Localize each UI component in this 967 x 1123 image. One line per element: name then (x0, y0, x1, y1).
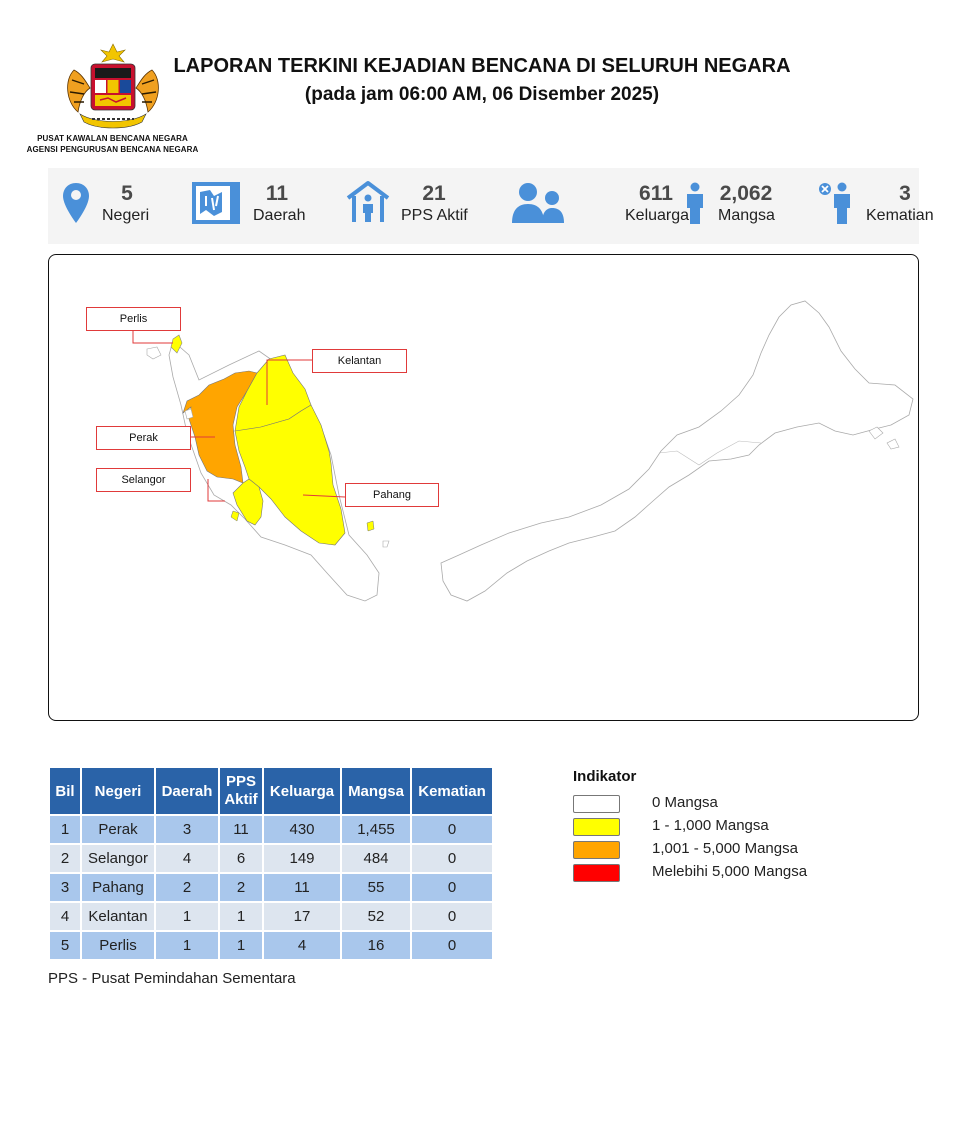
cell-negeri: Perak (82, 816, 154, 843)
cell-kematian: 0 (412, 903, 492, 930)
stat-negeri-value: 5 (121, 182, 133, 205)
family-icon (510, 182, 566, 224)
table-row (50, 932, 492, 959)
legend-swatch-white (573, 795, 620, 813)
stat-keluarga (508, 168, 690, 244)
header-pps-line2: Aktif (224, 791, 258, 808)
legend-label: Melebihi 5,000 Mangsa (652, 863, 808, 880)
report-subtitle: (pada jam 06:00 AM, 06 Disember 2025) (304, 84, 660, 105)
cell-mangsa: 16 (342, 932, 410, 959)
cell-keluarga: 430 (264, 816, 340, 843)
header-kematian: Kematian (412, 768, 492, 814)
summary-stats-bar (48, 168, 934, 244)
cell-bil: 3 (50, 874, 80, 901)
legend-label: 1 - 1,000 Mangsa (652, 817, 769, 834)
callout-perlis: Perlis (86, 307, 181, 331)
callout-kelantan: Kelantan (312, 349, 407, 373)
cell-keluarga: 149 (264, 845, 340, 872)
legend-swatch-orange (573, 841, 620, 859)
stat-keluarga-label: Keluarga (625, 207, 690, 224)
callout-selangor: Selangor (96, 468, 191, 492)
stat-negeri (48, 168, 188, 244)
stat-kematian-label: Kematian (866, 207, 934, 224)
cell-pps: 1 (220, 903, 262, 930)
cell-keluarga: 4 (264, 932, 340, 959)
stat-kematian (816, 168, 934, 244)
cell-pps: 1 (220, 932, 262, 959)
agency-name-line1: PUSAT KAWALAN BENCANA NEGARA (37, 134, 188, 143)
death-icon (818, 182, 854, 224)
region-pahang-islet (367, 521, 374, 531)
header-pps-line1: PPS (225, 773, 256, 790)
cell-daerah: 1 (156, 932, 218, 959)
legend-item (573, 816, 893, 839)
stat-mangsa (678, 168, 818, 244)
callout-perak: Perak (96, 426, 191, 450)
report-title: LAPORAN TERKINI KEJADIAN BENCANA DI SELURUH NEGARA (173, 55, 791, 77)
header-mangsa: Mangsa (342, 768, 410, 814)
agency-name-line2: AGENSI PENGURUSAN BENCANA NEGARA (26, 145, 199, 154)
callout-pahang: Pahang (345, 483, 439, 507)
stat-pps-aktif (344, 168, 504, 244)
map-pin-icon (62, 182, 90, 224)
table-row (50, 816, 492, 843)
cell-bil: 2 (50, 845, 80, 872)
cell-mangsa: 1,455 (342, 816, 410, 843)
stat-pps-value: 21 (422, 182, 446, 205)
header-daerah: Daerah (156, 768, 218, 814)
cell-pps: 2 (220, 874, 262, 901)
header-negeri: Negeri (82, 768, 154, 814)
cell-negeri: Perlis (82, 932, 154, 959)
cell-kematian: 0 (412, 845, 492, 872)
island-langkawi (147, 347, 161, 359)
cell-bil: 1 (50, 816, 80, 843)
header-bil: Bil (50, 768, 80, 814)
legend-label: 0 Mangsa (652, 794, 718, 811)
stat-daerah (190, 168, 340, 244)
cell-kematian: 0 (412, 816, 492, 843)
disaster-summary-table (48, 766, 494, 961)
cell-negeri: Selangor (82, 845, 154, 872)
cell-daerah: 2 (156, 874, 218, 901)
cell-mangsa: 52 (342, 903, 410, 930)
cell-keluarga: 11 (264, 874, 340, 901)
stat-keluarga-value: 611 (639, 182, 673, 205)
cell-keluarga: 17 (264, 903, 340, 930)
shelter-icon (346, 180, 390, 224)
table-header-row (50, 768, 492, 814)
cell-negeri: Pahang (82, 874, 154, 901)
legend-swatch-red (573, 864, 620, 882)
cell-daerah: 1 (156, 903, 218, 930)
table-row (50, 874, 492, 901)
stat-daerah-label: Daerah (253, 207, 306, 224)
table-row (50, 845, 492, 872)
cell-mangsa: 55 (342, 874, 410, 901)
header-keluarga: Keluarga (264, 768, 340, 814)
cell-mangsa: 484 (342, 845, 410, 872)
stat-pps-label: PPS Aktif (401, 207, 468, 224)
map-legend (573, 768, 893, 885)
header-pps-aktif (220, 768, 262, 814)
cell-bil: 5 (50, 932, 80, 959)
legend-title: Indikator (573, 768, 637, 785)
district-map-icon (192, 182, 242, 224)
cell-pps: 11 (220, 816, 262, 843)
table-footnote: PPS - Pusat Pemindahan Sementara (48, 970, 296, 987)
region-selangor-islet (231, 511, 239, 521)
cell-bil: 4 (50, 903, 80, 930)
person-icon (684, 182, 706, 224)
stat-mangsa-value: 2,062 (719, 182, 773, 205)
cell-kematian: 0 (412, 932, 492, 959)
legend-item (573, 862, 893, 885)
table-row (50, 903, 492, 930)
stat-kematian-value: 3 (899, 182, 911, 205)
cell-kematian: 0 (412, 874, 492, 901)
cell-daerah: 3 (156, 816, 218, 843)
cell-negeri: Kelantan (82, 903, 154, 930)
legend-swatch-yellow (573, 818, 620, 836)
stat-negeri-label: Negeri (102, 207, 150, 224)
legend-label: 1,001 - 5,000 Mangsa (652, 840, 798, 857)
sabah-islands (869, 427, 899, 449)
legend-item (573, 793, 893, 816)
cell-daerah: 4 (156, 845, 218, 872)
malaysia-disaster-map (48, 254, 919, 721)
cell-pps: 6 (220, 845, 262, 872)
stat-daerah-value: 11 (265, 182, 289, 205)
island-east (383, 541, 389, 547)
legend-item (573, 839, 893, 862)
stat-mangsa-label: Mangsa (718, 207, 775, 224)
